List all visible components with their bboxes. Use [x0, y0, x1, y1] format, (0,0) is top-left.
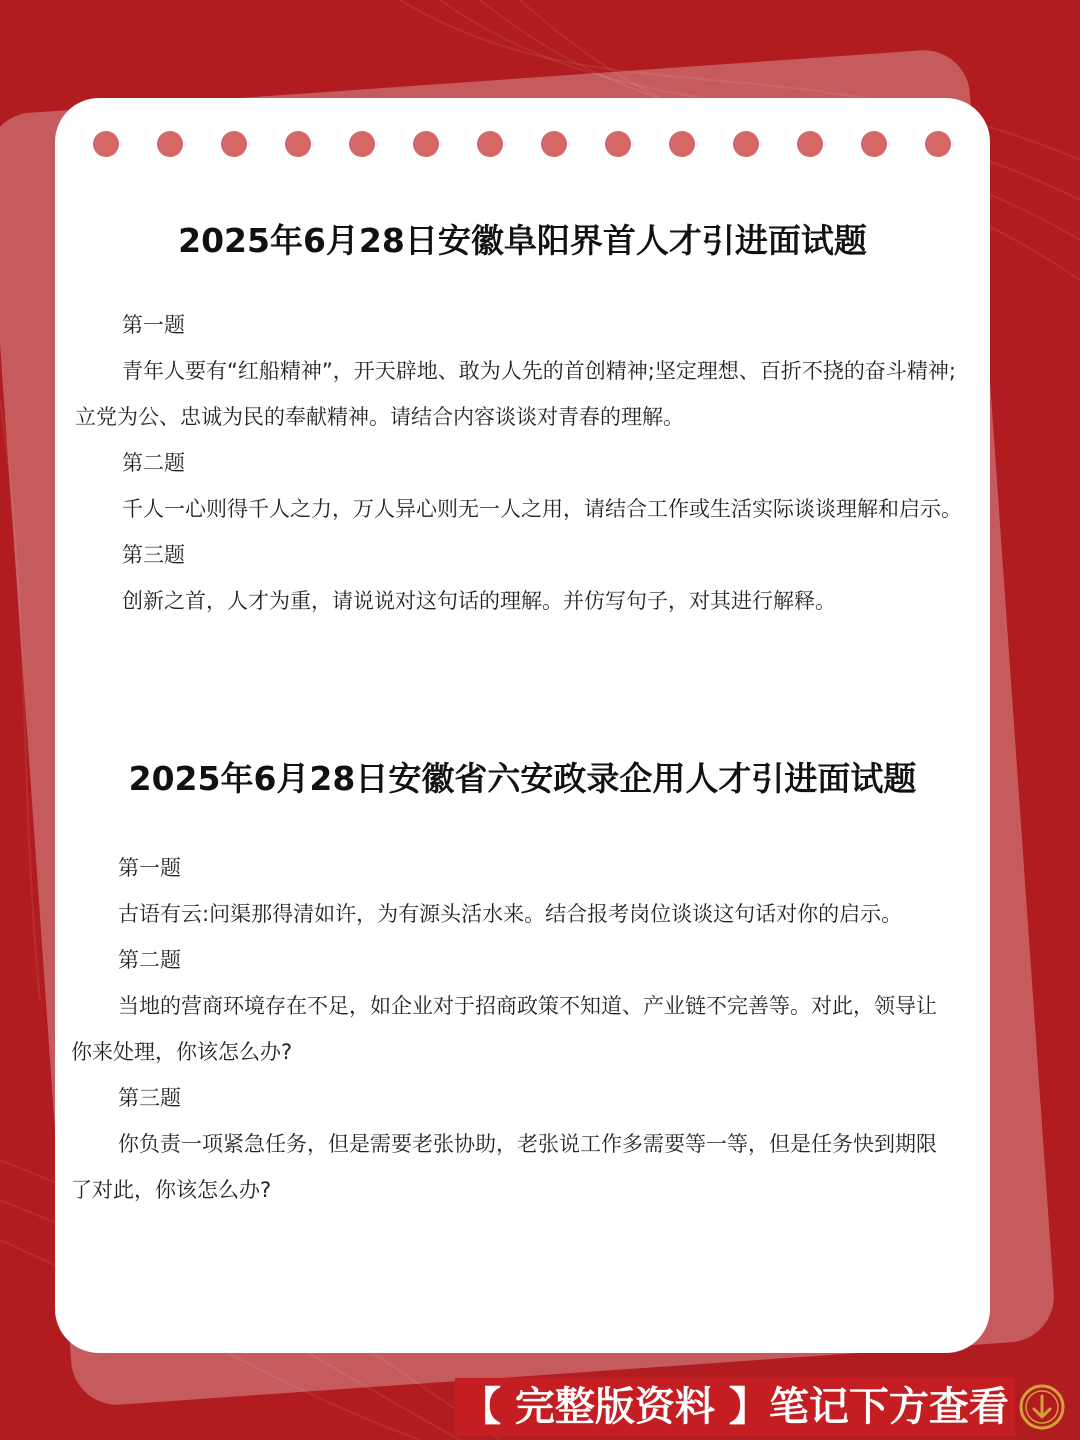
binder-dot	[541, 131, 567, 157]
down-arrow-circle-icon[interactable]	[1018, 1383, 1066, 1431]
binder-dot	[669, 131, 695, 157]
binder-dot	[413, 131, 439, 157]
binder-dot	[221, 131, 247, 157]
binder-dot	[605, 131, 631, 157]
binder-dot	[157, 131, 183, 157]
section2-title: 2025年6月28日安徽省六安政录企用人才引进面试题	[128, 759, 917, 798]
notepad-card	[55, 98, 990, 1353]
section2-q1-label: 第一题	[118, 856, 181, 880]
section1-q3-label: 第三题	[122, 543, 185, 567]
section2-q3-text: 你负责一项紧急任务，但是需要老张协助，老张说工作多需要等一等，但是任务快到期限了对此，你该怎么办?	[71, 1132, 937, 1202]
section1-title: 2025年6月28日安徽阜阳界首人才引进面试题	[178, 221, 867, 260]
section2-q2-label: 第二题	[118, 948, 181, 972]
binder-dot	[797, 131, 823, 157]
section2-questions	[71, 845, 939, 1213]
promo-banner[interactable]: 【 完整版资料 】笔记下方查看	[455, 1378, 1015, 1436]
binder-dot	[93, 131, 119, 157]
binder-dot	[925, 131, 951, 157]
binder-dot	[285, 131, 311, 157]
section1-q2-text: 千人一心则得千人之力，万人异心则无一人之用，请结合工作或生活实际谈谈理解和启示。	[122, 497, 962, 521]
section2-q1-text: 古语有云:问渠那得清如许，为有源头活水来。结合报考岗位谈谈这句话对你的启示。	[118, 902, 903, 926]
section1-q2-label: 第二题	[122, 451, 185, 475]
section2-q2-text: 当地的营商环境存在不足，如企业对于招商政策不知道、产业链不完善等。对此，领导让你来处理，你该怎么办?	[71, 994, 937, 1064]
section2-q3-label: 第三题	[118, 1086, 181, 1110]
binder-dot	[733, 131, 759, 157]
binder-dot	[349, 131, 375, 157]
binder-dots	[93, 131, 963, 157]
section1-questions	[75, 302, 965, 624]
section1-q3-text: 创新之首，人才为重，请说说对这句话的理解。并仿写句子，对其进行解释。	[122, 589, 836, 613]
section1-q1-label: 第一题	[122, 313, 185, 337]
section1-q1-text: 青年人要有“红船精神”，开天辟地、敢为人先的首创精神;坚定理想、百折不挠的奋斗精神;立党为公、忠诚为民的奉献精神。请结合内容谈谈对青春的理解。	[75, 359, 956, 429]
binder-dot	[477, 131, 503, 157]
binder-dot	[861, 131, 887, 157]
